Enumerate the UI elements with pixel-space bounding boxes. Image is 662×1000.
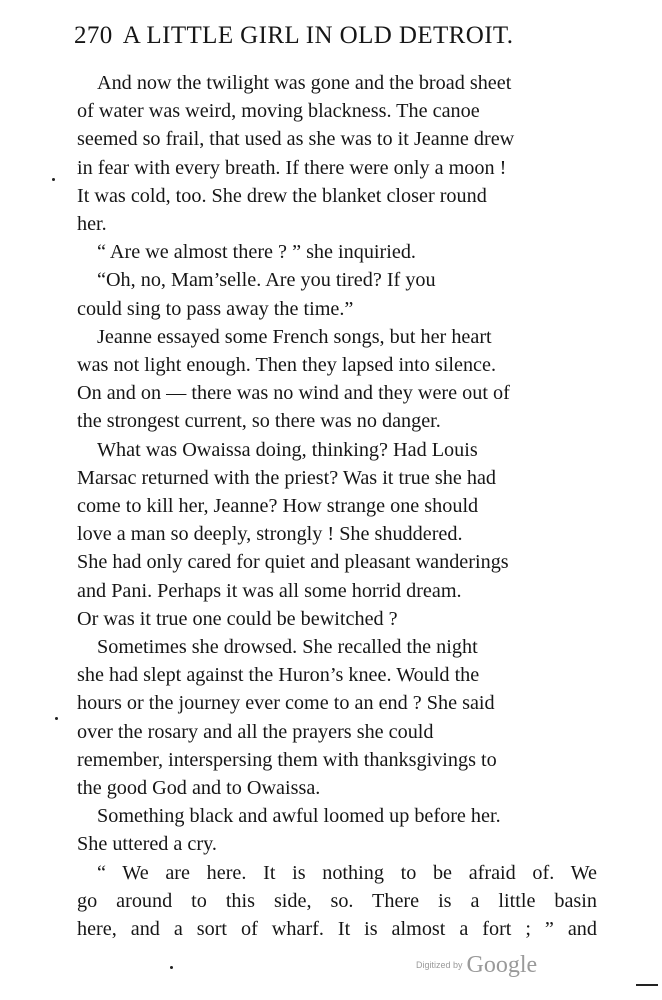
page-body xyxy=(77,69,597,943)
scan-speck xyxy=(52,178,55,181)
scan-speck xyxy=(55,717,58,720)
paragraph: “Oh, no, Mam’selle. Are you tired? If you could sing to pass away the time.” xyxy=(77,269,436,320)
paragraph: What was Owaissa doing, thinking? Had Louis Marsac returned with the priest? Was it true she had come to kill her, Jeanne? How strange one should love a man so deeply, strongly ! She shuddered. She had only cared for quiet and pleasant wanderings and Pani. Perhaps it was all some horrid dream. Or was it true one could be bewitched ? xyxy=(77,438,509,630)
paragraph: Jeanne essayed some French songs, but her heart was not light enough. Then they lapsed into silence. On and on — there was no wind and they were out of the strongest current, so there was no danger. xyxy=(77,325,510,433)
paragraph: And now the twilight was gone and the broad sheet of water was weird, moving blackness. The canoe seemed so frail, that used as she was to it Jeanne drew in fear with every breath. If there were only a moon ! It was cold, too. She drew the blanket closer round her. xyxy=(77,72,515,236)
page-number: 270 xyxy=(74,22,113,49)
paragraph: Something black and awful loomed up before her. She uttered a cry. xyxy=(77,805,501,856)
running-title: A LITTLE GIRL IN OLD DETROIT. xyxy=(122,22,514,49)
scan-speck xyxy=(170,966,173,969)
paragraph: Sometimes she drowsed. She recalled the night she had slept against the Huron’s knee. Would the hours or the journey ever come to an end ? She said over the rosary and all the prayers she could remember, interspersing them with thanksgivings to the good God and to Owaissa. xyxy=(77,636,497,800)
paragraph: “ We are here. It is nothing to be afraid of. We go around to this side, so. There is a little basin here, and a sort of wharf. It is almost a fort ; ” and xyxy=(77,861,597,941)
running-header xyxy=(74,22,564,50)
paragraph: “ Are we almost there ? ” she inquiried. xyxy=(97,241,416,264)
scan-edge-mark xyxy=(636,984,658,986)
watermark-prefix: Digitized by xyxy=(416,960,463,970)
digitized-watermark xyxy=(416,952,537,979)
watermark-brand: Google xyxy=(466,952,538,978)
